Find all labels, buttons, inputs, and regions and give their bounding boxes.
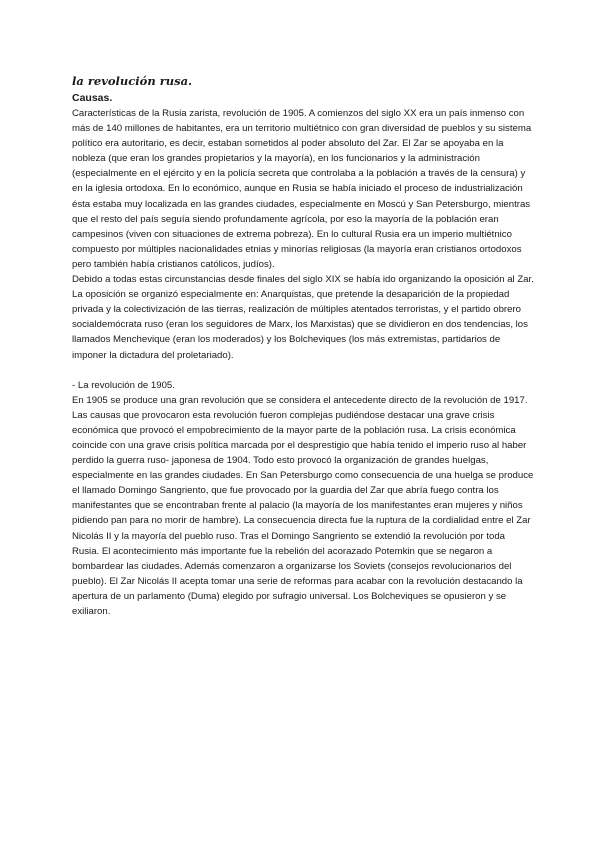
paragraph-causas-2: Debido a todas estas circunstancias desde finales del siglo XIX se había ido organizando la oposición al Zar. La oposición se organizó especialmente en: Anarquistas, que pretende la desaparición de la propiedad privada y la colectivización de las tierras, realización de múltiples atentados terroristas, y el partido obrero socialdemócrata ruso (eran los seguidores de Marx, los Marxistas) que se dividieron en dos tendencias, los llamados Menchevique (eran los moderados) y los Bolcheviques (los más extremistas, partidarios de imponer la dictadura del proletariado). [72,274,534,361]
paragraph-causas-1: Características de la Rusia zarista, revolución de 1905. A comienzos del siglo XX era un país inmenso con más de 140 millones de habitantes, era un territorio multiétnico con gran diversidad de pueblos y su sistema político era autoritario, es decir, estaban sometidos al poder absoluto del Zar. El Zar se apoyaba en la nobleza (que eran los grandes propietarios y la mayoría), en los funcionarios y la administración (especialmente en el ejército y en la policía secreta que controlaba a la población a través de la censura) y en la iglesia ortodoxa. En lo económico, aunque en Rusia se había iniciado el proceso de industrialización ésta estaba muy localizada en las grandes ciudades, especialmente en Moscú y San Petersburgo, mientras que el resto del país seguía siendo profundamente agrícola, por eso la mayoría de la población eran campesinos (viven con situaciones de extrema pobreza). En lo cultural Rusia era un imperio multiétnico compuesto por múltiples nacionalidades etnias y minorías religiosas (la mayoría eran cristianos ortodoxos pero también había cristianos católicos, judíos). [72,108,532,270]
paragraph-spacer [72,363,534,378]
document-title: la revolución rusa. [72,74,193,88]
section-heading-causas: Causas. [72,92,113,104]
paragraph-revolucion-1905: En 1905 se produce una gran revolución que se considera el antecedente directo de la revolución de 1917. Las causas que provocaron esta revolución fueron complejas pudiéndose destacar una grave crisis económica que provocó el empobrecimiento de la mayor parte de la población rusa. La crisis económica coincide con una grave crisis política marcada por el desprestigio que había tenido el imperio ruso al haber perdido la guerra ruso- japonesa de 1904. Todo esto provocó la organización de grandes huelgas, especialmente en las grandes ciudades. En San Petersburgo como consecuencia de una huelga se produce el llamado Domingo Sangriento, que fue provocado por la guardia del Zar que abría fuego contra los manifestantes que se encontraban frente al palacio (la mayoría de los manifestantes eran mujeres y niños pidiendo pan para no morir de hambre). La consecuencia directa fue la ruptura de la cordialidad entre el Zar Nicolás II y la mayoría del pueblo ruso. Tras el Domingo Sangriento se extendió la revolución por toda Rusia. El acontecimiento más importante fue la rebelión del acorazado Potemkin que se negaron a bombardear las ciudades. Además comenzaron a organizarse los Soviets (consejos revolucionarios del pueblo). El Zar Nicolás II acepta tomar una serie de reformas para acabar con la revolución destacando la apertura de un parlamento (Duma) elegido por sufragio universal. Los Bolcheviques se opusieron y se exiliaron. [72,394,534,617]
section-heading-revolucion-1905: - La revolución de 1905. [72,379,175,391]
document-page [72,73,534,619]
